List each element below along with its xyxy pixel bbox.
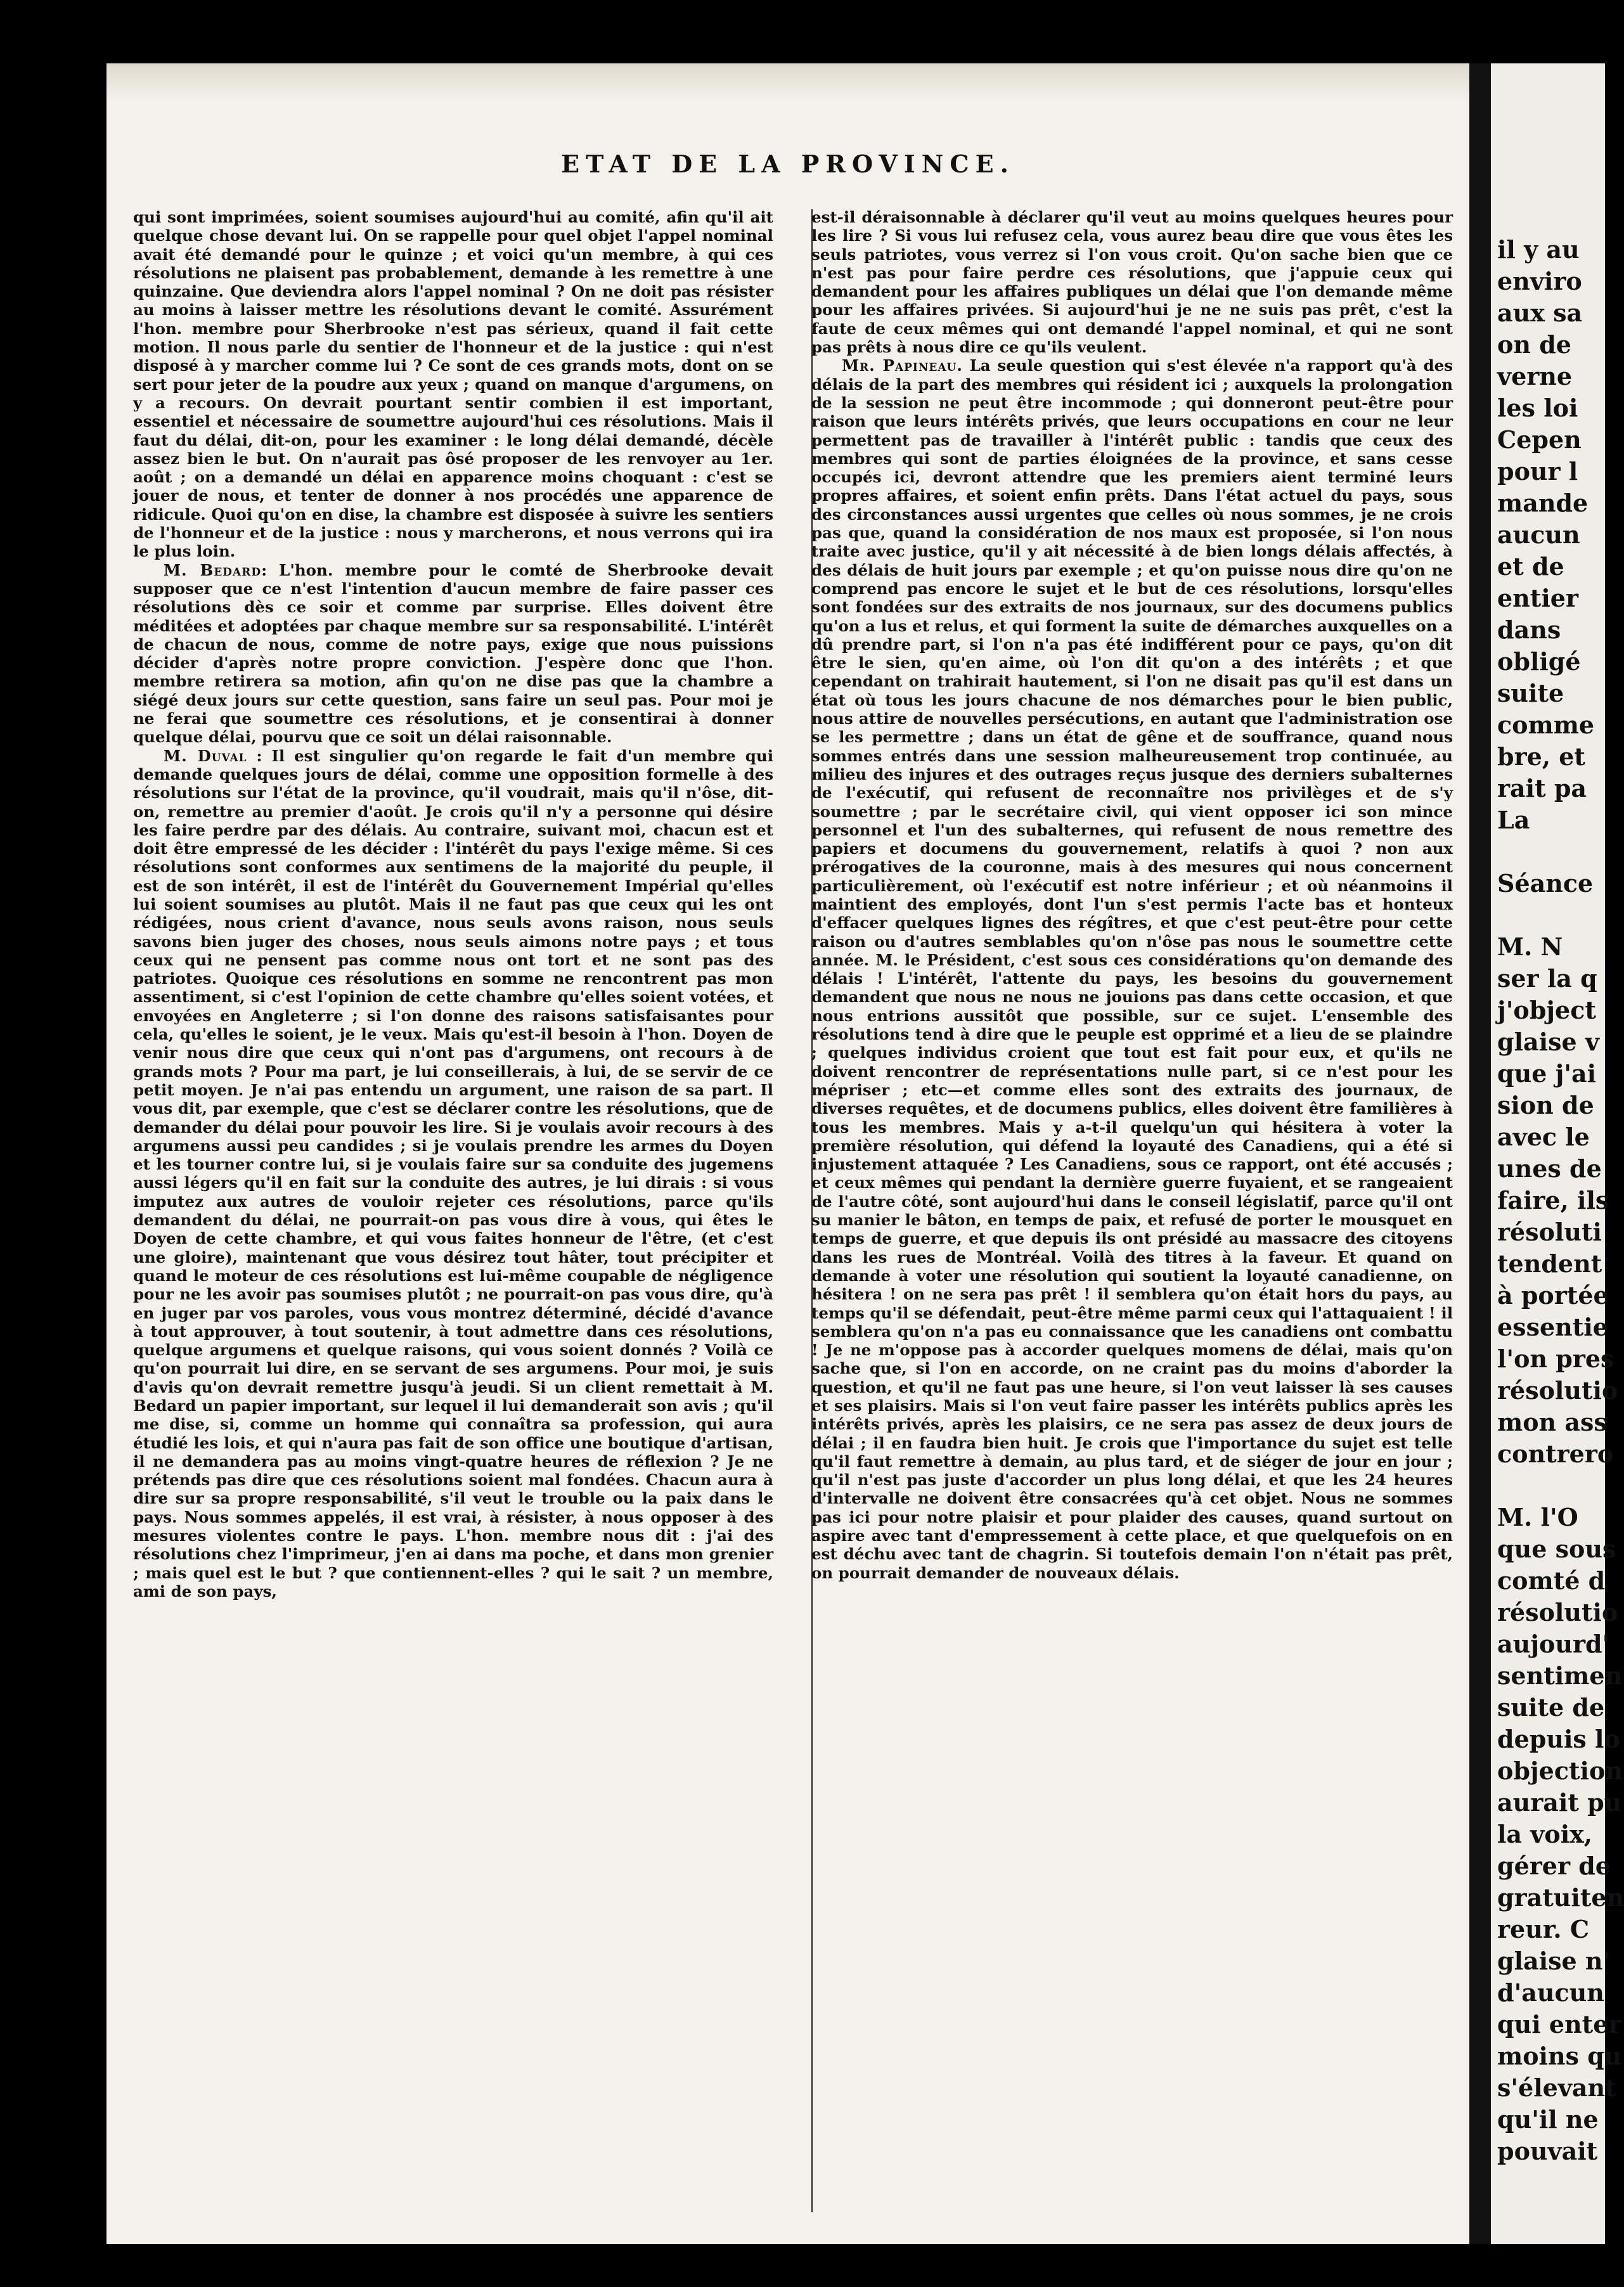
adjacent-page-line: Cepen	[1497, 425, 1582, 454]
adjacent-page-line: glaise v	[1497, 1028, 1599, 1056]
adjacent-page-line: à portée	[1497, 1281, 1609, 1310]
right-column	[811, 208, 1453, 2179]
paragraph	[811, 356, 1453, 1582]
adjacent-page-line: bre, et	[1497, 742, 1585, 771]
adjacent-page-line: les loi	[1497, 394, 1578, 422]
paragraph-text: : L'hon. membre pour le comté de Sherbrooke devait supposer que ce n'est l'intention d'aucun membre de faire passer ces résolutions dès ce soir et comme par surprise. Elles doivent être méditées et adoptées par chaque membre sur sa responsabilité. L'intérêt de chacun de nous, comme de notre pays, exige que nous puissions décider d'après notre propre conviction. J'espère donc que l'hon. membre retirera sa motion, afin qu'on ne dise pas que la chambre a siégé deux jours sur cette question, sans faire un seul pas. Pour moi je ne ferai que soumettre ces résolutions, et je consentirai à donner quelque délai, pourvu que ce soit un délai raisonnable.	[133, 560, 773, 747]
adjacent-page-line: M. N	[1497, 932, 1563, 961]
left-column	[133, 208, 773, 2179]
adjacent-page-line: contrero	[1497, 1440, 1614, 1468]
paragraph-text: qui sont imprimées, soient soumises aujourd'hui au comité, afin qu'il ait quelque chose devant lui. On se rappelle pour quel objet l'appel nominal avait été demandé pour le quinze ; et voici qu'un membre, à qui ces résolutions ne plaisent pas probablement, demande à les remettre à une quinzaine. Que deviendra alors l'appel nominal ? On ne doit pas résister au moins à laisser mettre les résolutions devant le comité. Assurément l'hon. membre pour Sherbrooke n'est pas sérieux, quand il fait cette motion. Il nous parle du sentier de l'honneur et de la justice : qui n'est disposé à y marcher comme lui ? Ce sont de ces grands mots, dont on se sert pour jeter de la poudre aux yeux ; quand on manque d'argumens, on y a recours. On devrait pourtant sentir combien il est important, essentiel et nécessaire de soumettre aujourd'hui ces résolutions. Mais il faut du délai, dit-on, pour les examiner : le long délai demandé, décèle assez bien le but. On n'aurait pas ôsé proposer de les renvoyer au 1er. août ; on a demandé un délai en apparence moins choquant : c'est se jouer de nous, et tenter de donner à nos procédés une apparence de ridicule. Quoi qu'on en dise, la chambre est disposée à suivre les sentiers de l'honneur et de la justice : nous y marcherons, et nous verrons qui ira le plus loin.	[133, 208, 773, 561]
page-gutter	[1469, 63, 1491, 2244]
paragraph-text: : Il est singulier qu'on regarde le fait d'un membre qui demande quelques jours de délai, comme une opposition formelle à des résolutions sur l'état de la province, qu'il voudrait, mais qu'il n'ôse, dit-on, remettre au premier d'août. Je crois qu'il n'y a personne qui désire les faire perdre par des délais. Au contraire, suivant moi, chacun est et doit être empressé de les décider : l'intérêt du pays l'exige même. Si ces résolutions sont conformes aux sentimens de la majorité du peuple, il est de son intérêt, il est de l'intérêt du Gouvernement Impérial qu'elles lui soient soumises au plutôt. Mais il ne faut pas que ceux qui les ont rédigées, nous crient d'avance, nous seuls avons raison, nous seuls savons bien juger des choses, nous seuls aimons notre pays ; et tous ceux qui ne pensent pas comme nous ont tort et ne sont pas des patriotes. Quoique ces résolutions en somme ne rencontrent pas mon assentiment, si c'est l'opinion de cette chambre qu'elles soient votées, et envoyées en Angleterre ; si l'on donne des raisons satisfaisantes pour cela, qu'elles le soient, je le veux. Mais qu'est-il besoin à l'hon. Doyen de venir nous dire que ceux qui n'ont pas d'argumens, ont recours à de grands mots ? Pour ma part, je lui conseillerais, à lui, de se servir de ce petit moyen. Je n'ai pas entendu un argument, une raison de sa part. Il vous dit, par exemple, que c'est se déclarer contre les résolutions, que de demander du délai pour pouvoir les lire. Si je voulais avoir recours à des argumens aussi peu candides ; si je voulais prendre les armes du Doyen et les tourner contre lui, si je voulais faire sur sa conduite des jugemens aussi légers qu'il en fait sur la conduite des autres, je lui dirais : si vous imputez aux autres de vouloir rejeter ces résolutions, parce qu'ils demandent du délai, ne pourrait-on pas vous dire à vous, qui êtes le Doyen de cette chambre, et qui vous faites honneur de l'être, (et c'est une gloire), maintenant que vous désirez tout hâter, tout précipiter et quand le moteur de ces résolutions est lui-même coupable de négligence pour ne les avoir pas soumises plutôt ; ne pourrait-on pas vous dire, qu'à en juger par vos paroles, vous vous montrez déterminé, décidé d'avance à tout approuver, à tout soutenir, à tout admettre dans ces résolutions, quelque argumens et quelque raisons, qui vous soient donnés ? Voilà ce qu'on pourrait lui dire, en se servant de ses argumens. Pour moi, je suis d'avis qu'on devrait remettre jusqu'à jeudi. Si un client remettait à M. Bedard un papier important, sur lequel il lui demanderait son avis ; qu'il me dise, si, comme un homme qui connaîtra sa profession, qui aura étudié les lois, et qui n'aura pas fait de son office une boutique d'artisan, il ne demandera pas au moins vingt-quatre heures de réflexion ? Je ne prétends pas dire que ces résolutions soient mal fondées. Chacun aura à dire sur sa propre responsabilité, s'il veut le trouble ou la paix dans le pays. Nous sommes appelés, il est vrai, à résister, à nous opposer à des mesures violentes contre le pays. L'hon. membre nous dit : j'ai des résolutions chez l'imprimeur, j'en ai dans ma poche, et dans mon grenier ; mais quel est le but ? que contiennent-elles ? qui le sait ? un membre, ami de son pays,	[133, 746, 774, 1601]
adjacent-page-line: essentie	[1497, 1313, 1608, 1341]
adjacent-page-line: comté d	[1497, 1566, 1606, 1595]
adjacent-page-line: aujourd'	[1497, 1630, 1610, 1658]
adjacent-page-line: comme	[1497, 711, 1595, 739]
adjacent-page-line: qu'il ne	[1497, 2105, 1599, 2134]
adjacent-page-line: Séance	[1497, 869, 1594, 898]
adjacent-page-line: j'object	[1497, 996, 1596, 1024]
adjacent-page-line: qui enter	[1497, 2010, 1621, 2039]
adjacent-page-line: suite de	[1497, 1693, 1605, 1722]
adjacent-page-line: rait pa	[1497, 774, 1587, 802]
adjacent-page-line: unes de	[1497, 1154, 1602, 1183]
newspaper-page	[106, 63, 1469, 2244]
adjacent-page-line: depuis lo	[1497, 1725, 1620, 1753]
adjacent-page-line: faire, ils	[1497, 1186, 1609, 1214]
adjacent-page-line: objection	[1497, 1756, 1623, 1785]
adjacent-page-line: pour l	[1497, 457, 1578, 486]
adjacent-page-line: obligé	[1497, 647, 1581, 676]
adjacent-page-line: que j'ai	[1497, 1059, 1597, 1088]
adjacent-page-line: que sous	[1497, 1535, 1616, 1563]
adjacent-page-line: il y au	[1497, 235, 1580, 264]
adjacent-page-line: mon ass	[1497, 1408, 1608, 1436]
paragraph-text: La seule question qui s'est élevée n'a rapport qu'à des délais de la part des membres qui résident ici ; auxquels la prolongation de la session ne peut être incommode ; qui donneront peut-être pour raison que leurs intérêts privés, que leurs occupations en cour ne leur permettent pas de travailler à l'intérêt public : tandis que ceux des membres qui sont de parties éloignées de la province, et sans cesse occupés ici, devront attendre que les premiers aient terminé leurs propres affaires, et soient enfin prêts. Dans l'état actuel du pays, sous des circonstances aussi urgentes que celles où nous sommes, je ne crois pas que, quand la considération de nos maux est proposée, si l'on nous traite avec justice, qu'il y ait nécessité à de bien longs délais affectés, à des délais de huit jours par exemple ; et qu'on puisse nous dire qu'on ne comprend pas encore le sujet et le but de ces résolutions, lorsqu'elles sont fondées sur des extraits de nos journaux, sur des documens publics qu'on a lus et relus, et qui forment la suite de démarches auxquelles on a dû prendre part, si l'on n'a pas été indifférent pour ce pays, qu'on dit être le sien, qu'en aime, où l'on dit qu'on a des intérêts ; et que cependant on trahirait hautement, si l'on ne disait pas qu'il est dans un état où tous les jours chacune de nos démarches pour le bien public, nous attire de nouvelles persécutions, en autant que l'administration ose se les permettre ; dans un état de gêne et de souffrance, quand nous sommes entrés dans une session malheureusement trop continuée, au milieu des injures et des outrages reçus jusque des derniers subalternes de l'exécutif, qui refusent de reconnaître nos privilèges et de s'y soumettre ; par le secrétaire civil, qui vient opposer ici son mince personnel et l'un des subalternes, qui refusent de nous remettre des papiers et documens du gouvernement, relatifs à quoi ? non aux prérogatives de la couronne, mais à des mesures qui nous concernent particulièrement, où l'exécutif est notre inférieur ; et où néanmoins il maintient des employés, dont l'un s'est permis l'acte bas et honteux d'effacer quelques lignes des régîtres, et que c'est peut-être pour cette raison ou d'autres semblables qu'on n'ôse pas nous le soumettre cette année. M. le Président, c'est sous ces considérations qu'on demande des délais ! L'intérêt, l'attente du pays, les besoins du gouvernement demandent que nous ne nous ne jouions pas dans cette occasion, et que nous entrions aussitôt que possible, sur ce sujet. L'ensemble des résolutions tend à dire que le peuple est opprimé et a lieu de se plaindre ; quelques individus croient que tout est fait pour eux, et qu'ils ne doivent rencontrer de représentations nulle part, si ce n'est pour les mépriser ; etc—et comme elles sont des extraits des journaux, de diverses requêtes, et de documens publics, elles doivent être familières à tous les membres. Mais y a-t-il quelqu'un qui hésitera à voter la première résolution, qui défend la loyauté des Canadiens, qui a été si injustement attaquée ? Les Canadiens, sous ce rapport, ont été accusés ; et ceux mêmes qui pendant la dernière guerre fuyaient, et se rangeaient de l'autre côté, sont aujourd'hui dans le conseil législatif, parce qu'il ont su manier le bâton, en temps de paix, et refusé de porter le mousquet en temps de guerre, et que depuis ils ont présidé au massacre des citoyens dans les rues de Montréal. Voilà des titres à la faveur. Et quand on demande à voter une résolution qui soutient la loyauté canadienne, on hésitera ! on ne sera pas prêt ! il semblera qu'on était hors du pays, au temps qu'il se défendait, peut-être même parmi ceux qui l'attaquaient ! il semblera qu'on n'a pas eu connaissance que les canadiens ont combattu ! Je ne m'oppose pas à accorder quelques momens de délai, mais qu'on sache que, si l'on en accorde, on ne craint pas du moins d'aborder la question, et qu'il ne faut pas une heure, si l'on veut laisser là ses causes et ses plaisirs. Mais si l'on veut faire passer les intérêts publics après les intérêts privés, après les plaisirs, ce ne sera pas assez de deux jours de délai ; il en faudra bien huit. Je crois que l'importance du sujet est telle qu'il faut remettre à demain, au plus tard, et de siéger de jour en jour ; qu'il n'est pas juste d'accorder un plus long délai, et que les 24 heures d'intervalle ne doivent être consacrées qu'à cet objet. Nous ne sommes pas ici pour notre plaisir et pour plaider des causes, quand surtout on aspire avec tant d'empressement à cette place, et que quelquefois on en est déchu avec tant de chagrin. Si toutefois demain l'on n'était pas prêt, on pourrait demander de nouveaux délais.	[811, 356, 1453, 1582]
adjacent-page-line: résoluti	[1497, 1218, 1602, 1246]
adjacent-page-line: aucun	[1497, 520, 1580, 549]
adjacent-page-line: l'on pres	[1497, 1344, 1614, 1373]
adjacent-page-line: reur. C	[1497, 1915, 1590, 1943]
speaker-name: Mr. Papineau.	[842, 356, 963, 375]
adjacent-page-line: enviro	[1497, 267, 1582, 295]
adjacent-page-line: aurait pu	[1497, 1788, 1622, 1817]
adjacent-page-line: entier	[1497, 584, 1578, 612]
adjacent-page-line: sentimen	[1497, 1661, 1623, 1690]
adjacent-page-line: on de	[1497, 330, 1571, 359]
running-head: ETAT DE LA PROVINCE.	[561, 150, 1015, 178]
adjacent-page-line: dans	[1497, 615, 1561, 644]
adjacent-page-fragment	[1491, 63, 1624, 2244]
adjacent-page-line: mande	[1497, 489, 1589, 517]
adjacent-page-line: moins qu	[1497, 2042, 1622, 2070]
adjacent-page-line: avec le	[1497, 1123, 1590, 1151]
adjacent-page-line: glaise n'	[1497, 1947, 1611, 1975]
adjacent-page-line: résolutio	[1497, 1598, 1618, 1627]
adjacent-page-line: d'aucun	[1497, 1978, 1604, 2007]
adjacent-page-line: verne	[1497, 362, 1573, 390]
adjacent-page-line: M. l'O	[1497, 1503, 1578, 1531]
paragraph	[133, 208, 773, 561]
paragraph	[133, 747, 773, 1601]
adjacent-page-line: La	[1497, 806, 1530, 834]
adjacent-page-line: aux sa	[1497, 299, 1583, 327]
adjacent-page-line: gérer de	[1497, 1852, 1611, 1880]
adjacent-page-line: ser la q	[1497, 964, 1597, 993]
paragraph	[133, 561, 773, 747]
adjacent-page-line: s'élevant	[1497, 2073, 1616, 2102]
adjacent-page-line: gratuiten	[1497, 1883, 1624, 1912]
paragraph	[811, 208, 1453, 356]
paragraph-text: est-il déraisonnable à déclarer qu'il veut au moins quelques heures pour les lire ? Si vous lui refusez cela, vous aurez beau dire que vous êtes les seuls patriotes, vous verrez si l'on vous croit. Qu'on sache bien que ce n'est pas pour faire perdre ces résolutions, que j'appuie ceux qui demandent pour les affaires publiques un délai que l'on demande même pour les affaires privées. Si aujourd'hui je ne ne suis pas prêt, c'est la faute de ceux mêmes qui ont demandé l'appel nominal, et qui ne sont pas prêts à nous dire ce qu'ils veulent.	[811, 208, 1453, 357]
adjacent-page-line: suite	[1497, 679, 1564, 707]
adjacent-page-line: résolutio	[1497, 1376, 1618, 1405]
speaker-name: M. Bedard	[164, 560, 262, 579]
adjacent-page-line: pouvait	[1497, 2137, 1598, 2165]
adjacent-page-line: sion de	[1497, 1091, 1594, 1119]
speaker-name: M. Duval	[164, 746, 247, 765]
adjacent-page-line: et de	[1497, 552, 1564, 581]
adjacent-page-line: tendent	[1497, 1249, 1602, 1278]
adjacent-page-line: la voix,	[1497, 1820, 1593, 1848]
